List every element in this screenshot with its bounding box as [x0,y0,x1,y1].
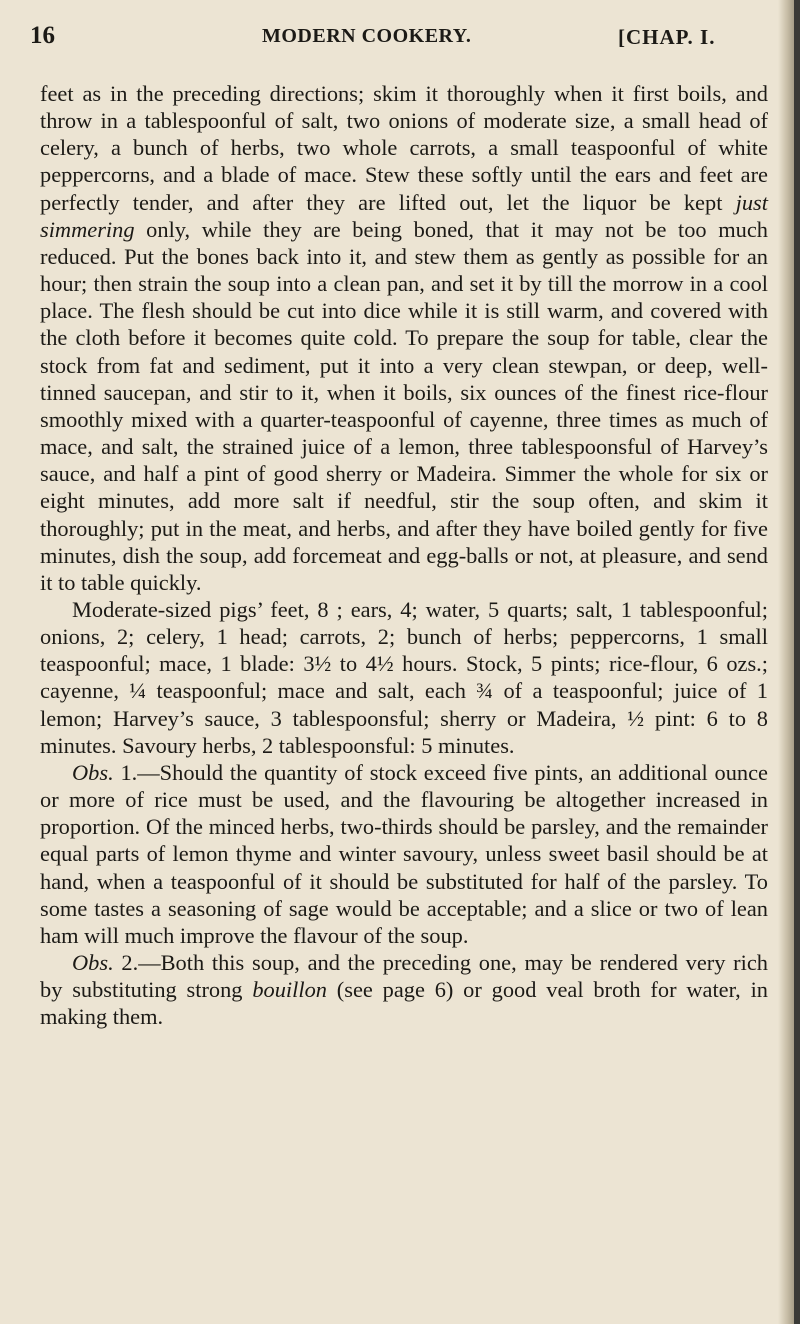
obs-label: Obs. [72,950,114,975]
text-run: (see page 6) or good veal broth for water, in making them. [40,977,768,1030]
body-text [40,80,768,1030]
italic-run: bouillon [252,977,327,1003]
paragraph-obs-1 [40,759,768,949]
running-head: MODERN COOKERY. [262,25,472,47]
text-run: only, while they are being boned, that it may not be too much reduced. Put the bones back into it, and stew them as gently as possible for an hour; then strain the soup into a clean pan, and set it by till the morrow in a cool place. The flesh should be cut into dice while it is still warm, and covered with the cloth before it becomes quite cold. To prepare the soup for table, clear the stock from fat and sediment, put it into a very clean stewpan, or deep, well-tinned saucepan, and stir to it, when it boils, six ounces of the finest rice-flour smoothly mixed with a quarter-teaspoonful of cayenne, three times as much of mace, and salt, the strained juice of a lemon, three tablespoonsful of Harvey’s sauce, and half a pint of good sherry or Madeira. Simmer the whole for six or eight minutes, add more salt if needful, stir the soup often, and skim it thoroughly; put in the meat, and herbs, and after they have boiled gently for five minutes, dish the soup, add forcemeat and egg-balls or not, at pleasure, and send it to table quickly. [40,216,768,595]
page-edge [794,0,800,1324]
paragraph-obs-2 [40,949,768,1030]
italic-run: just simmering [40,189,768,242]
page-number: 16 [30,22,55,49]
text-run: 1.—Should the quantity of stock exceed five pints, an additional ounce or more of rice must be used, and the flavouring be altogether increased in proportion. Of the minced herbs, two-thirds should be parsley, and the remainder equal parts of lemon thyme and winter savoury, unless sweet basil should be at hand, when a teaspoonful of it should be substituted for half of the parsley. To some tastes a seasoning of sage would be acceptable; and a slice or two of lean ham will much improve the flavour of the soup. [40,759,768,948]
text-run: 2.—Both this soup, and the preceding one, may be rendered very rich by substituting strong [40,950,768,1003]
page-header [30,22,770,58]
paragraph-main [40,80,768,596]
chapter-marker: [CHAP. I. [618,25,716,49]
paragraph-summary: Moderate-sized pigs’ feet, 8 ; ears, 4; water, 5 quarts; salt, 1 tablespoonful; onions, 2; celery, 1 head; carrots, 2; bunch of herbs; peppercorns, 1 small teaspoonful; mace, 1 blade: 3½ to 4½ hours. Stock, 5 pints; rice-flour, 6 ozs.; cayenne, ¼ teaspoonful; mace and salt, each ¾ of a teaspoonful; juice of 1 lemon; Harvey’s sauce, 3 tablespoonsful; sherry or Madeira, ½ pint: 6 to 8 minutes. Savoury herbs, 2 tablespoonsful: 5 minutes. [40,596,768,758]
obs-label: Obs. [72,759,114,785]
text-run: feet as in the preceding directions; skim it thoroughly when it first boils, and throw in a tablespoonful of salt, two onions of moderate size, a small head of celery, a bunch of herbs, two whole carrots, a small teaspoonful of white peppercorns, and a blade of mace. Stew these softly until the ears and feet are perfectly tender, and after they are lifted out, let the liquor be kept [40,81,768,215]
